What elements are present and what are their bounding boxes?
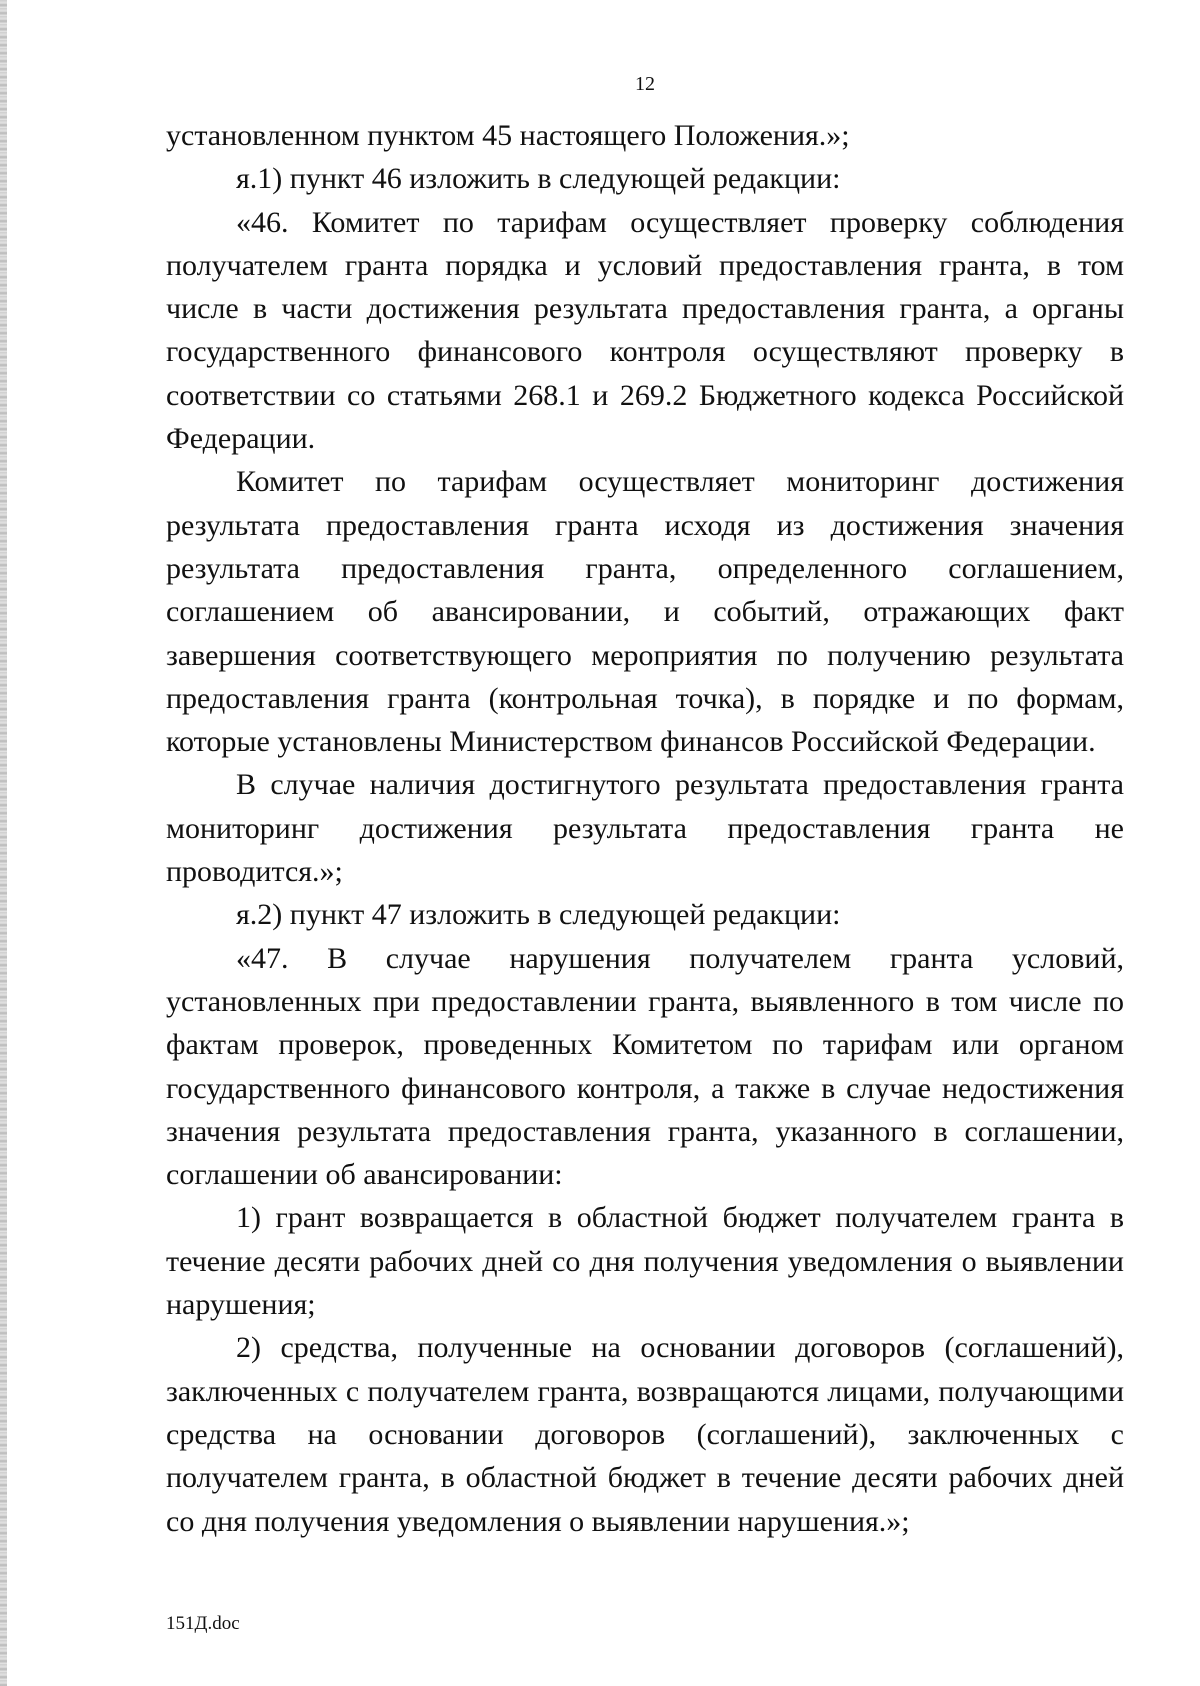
- paragraph: «46. Комитет по тарифам осуществляет проверку соблюдения получателем гранта порядка и условий предоставления гранта, в том числе в части достижения результата предоставления гранта, а органы государственного финансового контроля осуществляют проверку в соответствии со статьями 268.1 и 269.2 Бюджетного кодекса Российской Федерации.: [166, 205, 1124, 456]
- paragraph: 1) грант возвращается в областной бюджет получателем гранта в течение десяти рабочих дней со дня получения уведомления о выявлении нарушения;: [166, 1201, 1124, 1322]
- paragraph: я.1) пункт 46 изложить в следующей редакции:: [236, 162, 841, 196]
- paragraph: Комитет по тарифам осуществляет мониторинг достижения результата предоставления гранта исходя из достижения значения результата предоставления гранта, определенного соглашением, соглашением об авансировании, и событий, отражающих факт завершения соответствующего мероприятия по получению результата предоставления гранта (контрольная точка), в порядке и по формам, которые установлены Министерством финансов Российской Федерации.: [166, 465, 1124, 759]
- page-number: 12: [635, 73, 655, 95]
- footer-filename: 151Д.doc: [166, 1613, 240, 1634]
- scan-edge: [0, 0, 7, 1686]
- paragraph: В случае наличия достигнутого результата предоставления гранта мониторинг достижения результата предоставления гранта не проводится.»;: [166, 768, 1124, 889]
- document-body: [166, 114, 1124, 1543]
- paragraph: установленном пунктом 45 настоящего Положения.»;: [166, 119, 850, 152]
- paragraph: «47. В случае нарушения получателем гранта условий, установленных при предоставлении гранта, выявленного в том числе по фактам проверок, проведенных Комитетом по тарифам или органом государственного финансового контроля, а также в случае недостижения значения результата предоставления гранта, указанного в соглашении, соглашении об авансировании:: [166, 941, 1124, 1192]
- paragraph: я.2) пункт 47 изложить в следующей редакции:: [236, 898, 841, 932]
- paragraph: 2) средства, полученные на основании договоров (соглашений), заключенных с получателем гранта, возвращаются лицами, получающими средства на основании договоров (соглашений), заключенных с получателем гранта, в областной бюджет в течение десяти рабочих дней со дня получения уведомления о выявлении нарушения.»;: [166, 1331, 1124, 1538]
